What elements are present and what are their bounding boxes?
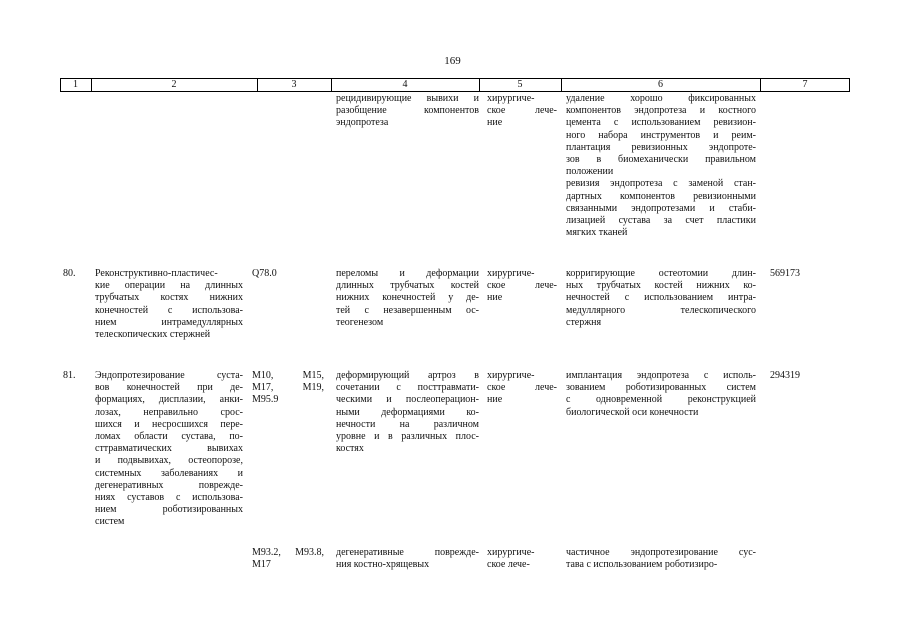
cell-line: M17, M19,	[252, 382, 324, 394]
table-cell-model	[336, 547, 479, 571]
cell-line: костях	[336, 443, 364, 455]
table-cell-no	[63, 370, 85, 382]
cell-line: ревизия эндопротеза с заменой стан-	[566, 178, 756, 190]
column-header-1: 1	[73, 79, 78, 90]
cell-line: имплантация эндопротеза с исполь-	[566, 370, 756, 381]
cell-line: M17	[252, 559, 271, 571]
cell-line: ного набора инструментов и реим-	[566, 129, 756, 141]
column-divider	[479, 79, 480, 91]
cell-line: ние	[487, 117, 503, 129]
cell-line: ское лече-	[487, 559, 530, 571]
table-cell-treatment	[487, 547, 557, 571]
cell-line: мягких тканей	[566, 227, 628, 239]
column-header-2: 2	[171, 79, 177, 90]
column-divider	[91, 79, 92, 91]
cell-line: связанными эндопротезами и стаби-	[566, 202, 756, 214]
cell-line: цемента с использованием ревизион-	[566, 117, 756, 129]
table-cell-amount	[770, 370, 830, 382]
cell-line: лозах, неправильно срос-	[95, 406, 243, 418]
column-header-4: 4	[402, 79, 408, 90]
cell-line: ское лече-	[487, 105, 557, 117]
cell-line: нижних конечностей у де-	[336, 292, 479, 304]
cell-line: ние	[487, 394, 503, 406]
cell-line: M95.9	[252, 394, 279, 406]
table-cell-method	[566, 370, 756, 419]
column-divider	[257, 79, 258, 91]
table-cell-amount	[770, 268, 830, 280]
cell-line: стержня	[566, 316, 602, 328]
cell-line: компонентов эндопротеза и костного	[566, 105, 756, 117]
cell-line: вов конечностей при де-	[95, 382, 243, 394]
column-divider	[60, 79, 61, 91]
table-cell-method	[566, 547, 756, 571]
cell-line: 81.	[63, 370, 76, 381]
cell-line: 569173	[770, 268, 800, 279]
cell-line: уровне и в различных плос-	[336, 430, 479, 442]
cell-line: ческими и послеоперацион-	[336, 394, 479, 406]
cell-line: Q78.0	[252, 268, 277, 279]
cell-line: ных трубчатых костей нижних ко-	[566, 280, 756, 292]
cell-line: M93.2, M93.8,	[252, 547, 324, 558]
column-divider	[760, 79, 761, 91]
cell-line: корригирующие остеотомии длин-	[566, 268, 756, 279]
cell-line: ными деформациями ко-	[336, 406, 479, 418]
table-cell-method	[566, 93, 756, 239]
table-cell-treatment	[487, 93, 557, 130]
cell-line: длинных трубчатых костей	[336, 280, 479, 292]
cell-line: хирургиче-	[487, 93, 535, 104]
cell-line: и подвывихах, остеопорозе,	[95, 455, 243, 467]
cell-line: конечностей с использова-	[95, 304, 243, 316]
cell-line: Эндопротезирование суста-	[95, 370, 243, 381]
cell-line: деформирующий артроз в	[336, 370, 479, 381]
table-cell-treatment	[487, 268, 557, 305]
column-divider	[331, 79, 332, 91]
cell-line: нечностей с использованием интра-	[566, 292, 756, 304]
cell-line: нечности на различном	[336, 418, 479, 430]
cell-line: ниях суставов с использова-	[95, 491, 243, 503]
cell-line: ния костно-хрящевых	[336, 559, 430, 571]
cell-line: дегенеративных поврежде-	[95, 479, 243, 491]
cell-line: M10, M15,	[252, 370, 324, 381]
cell-line: сочетании с посттравмати-	[336, 382, 479, 394]
table-cell-method	[566, 268, 756, 329]
table-cell-no	[63, 268, 85, 280]
table-cell-model	[336, 268, 479, 329]
cell-line: биологической оси конечности	[566, 406, 699, 418]
cell-line: тей с незавершенным ос-	[336, 304, 479, 316]
table-header	[60, 78, 850, 92]
cell-line: зованием роботизированных систем	[566, 382, 756, 394]
cell-line: положении	[566, 166, 614, 178]
column-header-5: 5	[517, 79, 523, 90]
cell-line: дартных компонентов ревизионными	[566, 190, 756, 202]
cell-line: кие операции на длинных	[95, 280, 243, 292]
cell-line: ское лече-	[487, 382, 557, 394]
cell-line: разобщение компонентов	[336, 105, 479, 117]
column-header-7: 7	[802, 79, 808, 90]
cell-line: ское лече-	[487, 280, 557, 292]
table-cell-codes	[252, 268, 324, 280]
cell-line: систем	[95, 516, 125, 528]
table-cell-codes	[252, 547, 324, 571]
cell-line: сттравматических вывихах	[95, 443, 243, 455]
column-header-6: 6	[658, 79, 663, 90]
cell-line: частичное эндопротезирование сус-	[566, 547, 756, 558]
cell-line: рецидивирующие вывихи и	[336, 93, 479, 104]
cell-line: переломы и деформации	[336, 268, 479, 279]
table-cell-model	[336, 93, 479, 130]
cell-line: зов в биомеханически правильном	[566, 153, 756, 165]
cell-line: ние	[487, 292, 503, 304]
cell-line: трубчатых костях нижних	[95, 292, 243, 304]
cell-line: 294319	[770, 370, 800, 381]
cell-line: эндопротеза	[336, 117, 389, 129]
column-divider	[561, 79, 562, 91]
column-divider	[849, 79, 850, 91]
cell-line: с одновременной реконструкцией	[566, 394, 756, 406]
table-cell-name	[95, 370, 243, 528]
cell-line: дегенеративные поврежде-	[336, 547, 479, 558]
table-cell-codes	[252, 370, 324, 407]
table-cell-name	[95, 268, 243, 341]
cell-line: системных заболеваниях и	[95, 467, 243, 479]
cell-line: хирургиче-	[487, 547, 535, 558]
cell-line: удаление хорошо фиксированных	[566, 93, 756, 104]
table-cell-model	[336, 370, 479, 455]
cell-line: ломах области сустава, по-	[95, 430, 243, 442]
cell-line: лизацией сустава за счет пластики	[566, 214, 756, 226]
cell-line: 80.	[63, 268, 76, 279]
cell-line: шихся и несросшихся пере-	[95, 418, 243, 430]
cell-line: Реконструктивно-пластичес-	[95, 268, 218, 279]
cell-line: медуллярного телескопического	[566, 304, 756, 316]
cell-line: телескопических стержней	[95, 328, 211, 340]
cell-line: хирургиче-	[487, 370, 535, 381]
cell-line: нием интрамедуллярных	[95, 316, 243, 328]
page-number: 169	[444, 55, 461, 67]
table-cell-treatment	[487, 370, 557, 407]
cell-line: нием роботизированных	[95, 504, 243, 516]
cell-line: хирургиче-	[487, 268, 535, 279]
cell-line: теогенезом	[336, 316, 384, 328]
cell-line: формациях, дисплазии, анки-	[95, 394, 243, 406]
cell-line: тава с использованием роботизиро-	[566, 559, 718, 571]
column-header-3: 3	[291, 79, 297, 90]
cell-line: плантация ревизионных эндопроте-	[566, 141, 756, 153]
